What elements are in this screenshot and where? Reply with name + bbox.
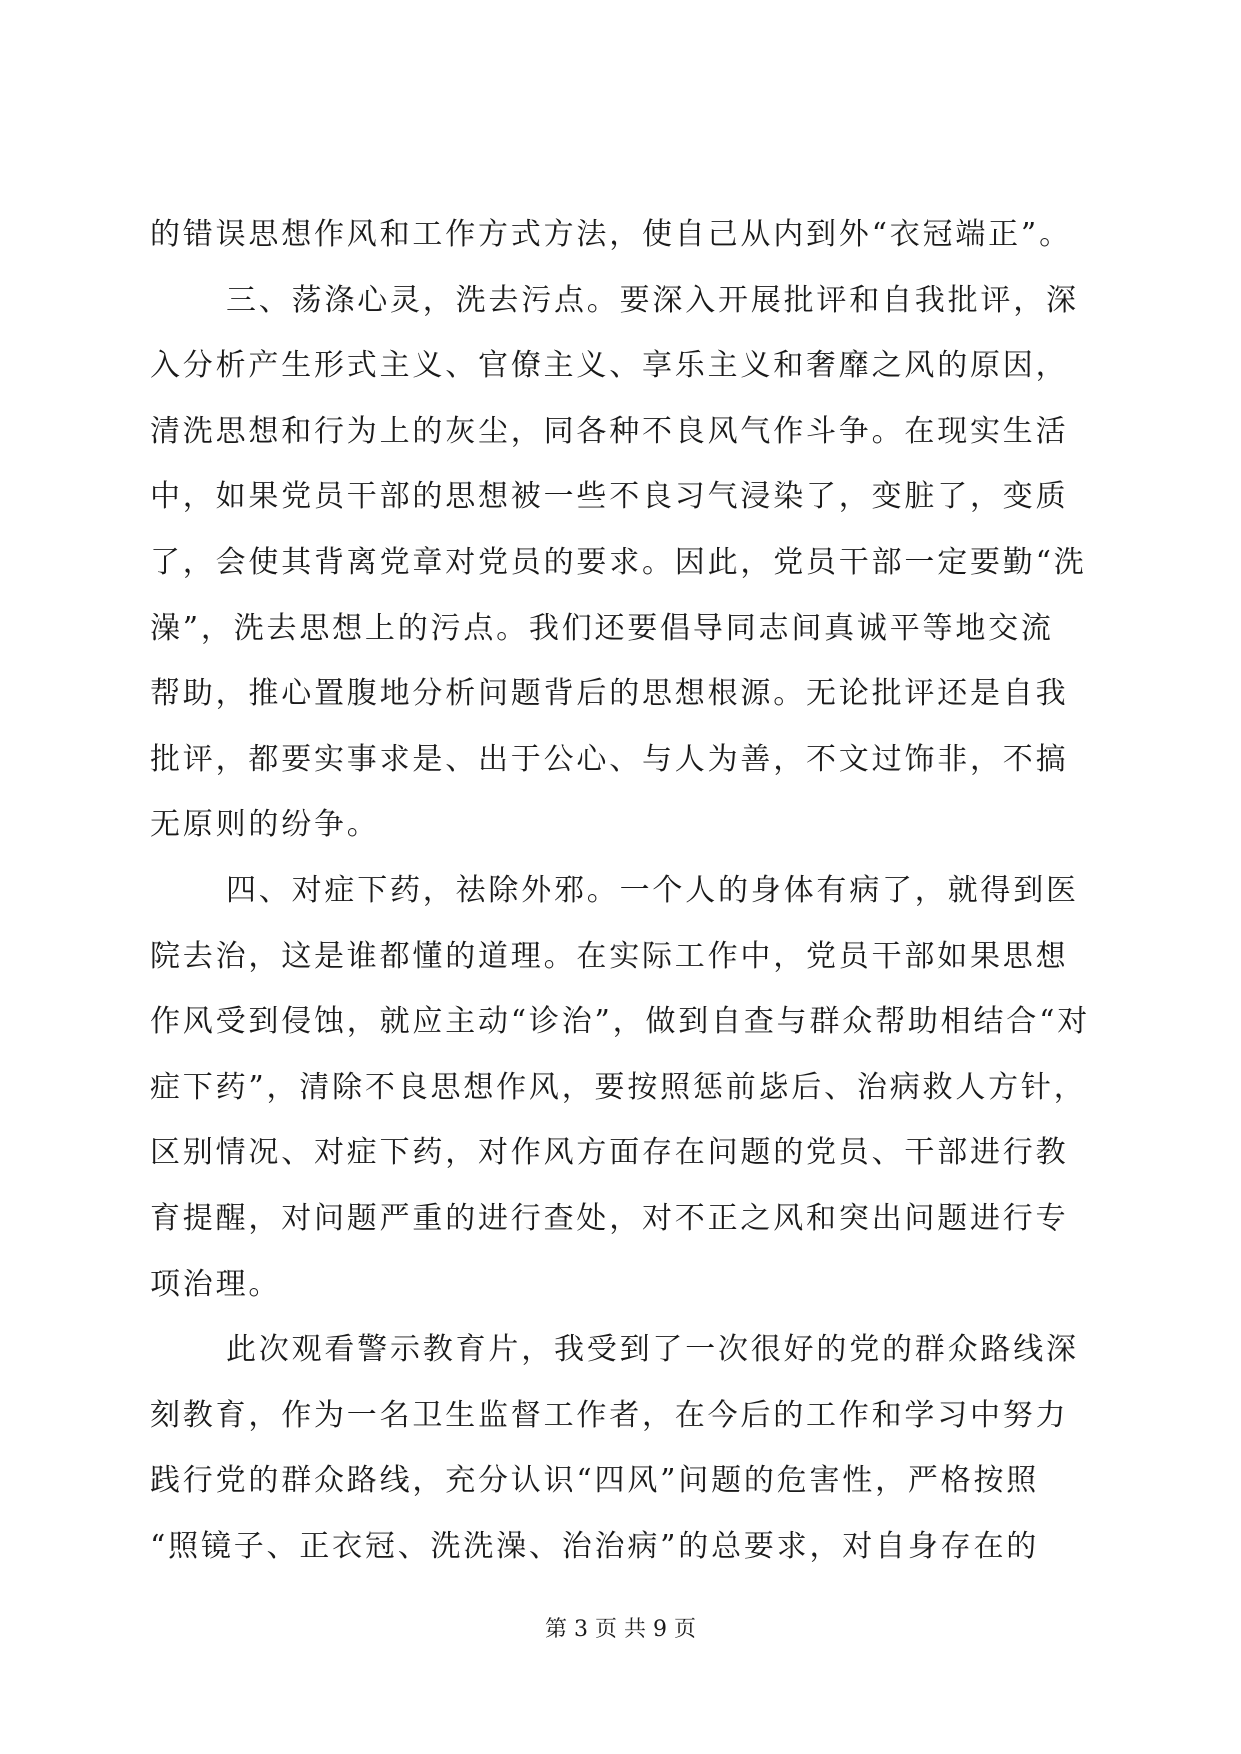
text-line: 无原则的纷争。 [150,807,380,843]
text-line: 清洗思想和行为上的灰尘，同各种不良风气作斗争。在现实生活 [150,413,1069,449]
text-line: 育提醒，对问题严重的进行查处，对不正之风和突出问题进行专 [150,1200,1069,1236]
text-line: 项治理。 [150,1266,282,1302]
page-number-footer: 第 3 页 共 9 页 [545,1617,696,1642]
text-line: 中，如果党员干部的思想被一些不良习气浸染了，变脏了，变质 [150,479,1069,515]
text-line: 澡”，洗去思想上的污点。我们还要倡导同志间真诚平等地交流 [150,610,1054,646]
text-line: 区别情况、对症下药，对作风方面存在问题的党员、干部进行教 [150,1135,1069,1171]
text-line: 的错误思想作风和工作方式方法，使自己从内到外“衣冠端正”。 [150,217,1072,252]
paragraph-three-heading-line: 三、荡涤心灵，洗去污点。要深入开展批评和自我批评，深 [226,282,1079,318]
text-line: 践行党的群众路线，充分认识“四风”问题的危害性，严格按照 [150,1463,1040,1499]
text-line: “照镜子、正衣冠、洗洗澡、治治病”的总要求，对自身存在的 [150,1528,1040,1564]
text-line: 帮助，推心置腹地分析问题背后的思想根源。无论批评还是自我 [150,676,1069,712]
text-line: 刻教育，作为一名卫生监督工作者，在今后的工作和学习中努力 [150,1397,1069,1433]
paragraph-conclusion-line: 此次观看警示教育片，我受到了一次很好的党的群众路线深 [226,1332,1079,1368]
text-line: 了，会使其背离党章对党员的要求。因此，党员干部一定要勤“洗 [150,544,1087,580]
paragraph-four-heading-line: 四、对症下药，祛除外邪。一个人的身体有病了，就得到医 [226,872,1079,908]
text-line: 院去治，这是谁都懂的道理。在实际工作中，党员干部如果思想 [150,938,1069,974]
text-line: 批评，都要实事求是、出于公心、与人为善，不文过饰非，不搞 [150,741,1069,777]
document-body [150,202,1090,1579]
text-line: 作风受到侵蚀，就应主动“诊治”，做到自查与群众帮助相结合“对 [150,1004,1090,1040]
text-line: 症下药”，清除不良思想作风，要按照惩前毖后、治病救人方针， [150,1069,1087,1105]
text-line: 入分析产生形式主义、官僚主义、享乐主义和奢靡之风的原因， [150,348,1069,384]
